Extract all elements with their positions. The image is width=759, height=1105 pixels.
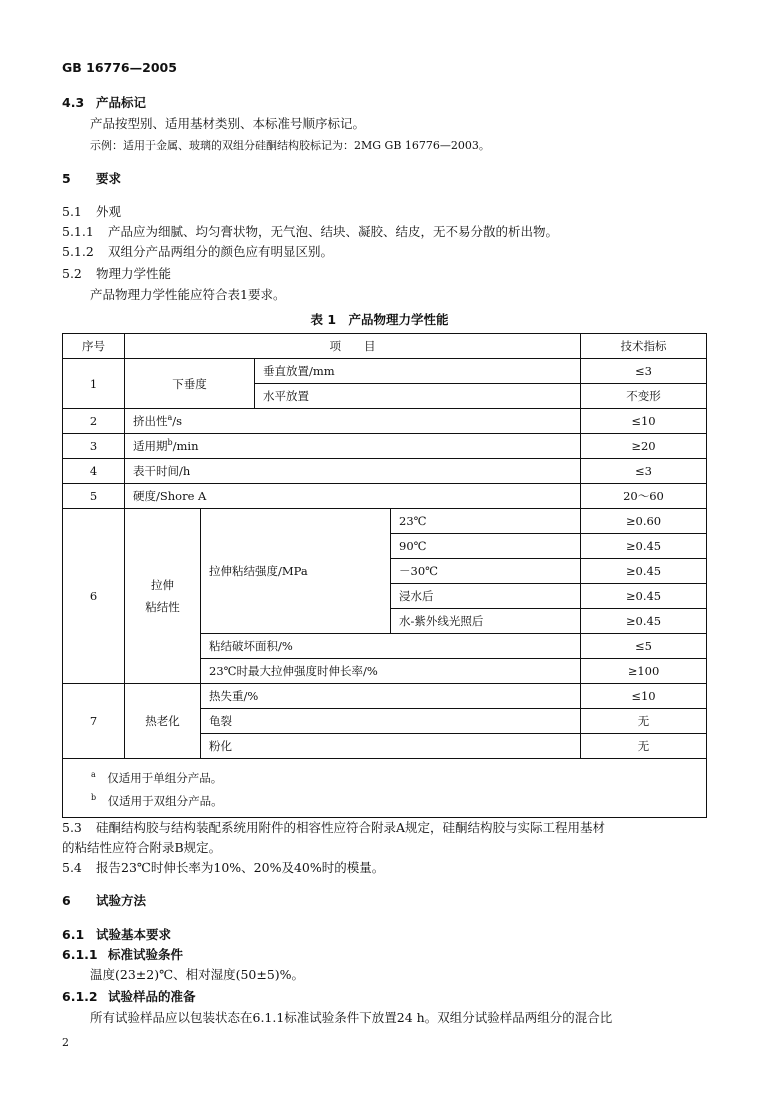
table-row xyxy=(63,434,707,459)
cell: 龟裂 xyxy=(201,709,581,734)
section-5-1-1: 5.1.1 产品应为细腻、均匀膏状物，无气泡、结块、凝胶、结皮，无不易分散的析出物。 xyxy=(62,224,559,239)
section-5: 5 要求 xyxy=(62,171,122,186)
cell: 23℃时最大拉伸强度时伸长率/% xyxy=(201,659,581,684)
section-5-1-2: 5.1.2 双组分产品两组分的颜色应有明显区别。 xyxy=(62,244,334,259)
section-5-4: 5.4 报告23℃时伸长率为10%、20%及40%时的模量。 xyxy=(62,860,385,875)
cell: 适用期$^b$/min xyxy=(125,434,581,459)
section-5-3: 5.3 硅酮结构胶与结构装配系统用附件的相容性应符合附录A规定，硅酮结构胶与实际工程用基材 xyxy=(62,820,606,835)
cell: 4 xyxy=(63,459,125,484)
cell: 浸水后 xyxy=(391,584,581,609)
section-5-2: 5.2 物理力学性能 xyxy=(62,266,172,281)
cell: 2 xyxy=(63,409,125,434)
cell: 表干时间/h xyxy=(125,459,581,484)
cell: 粉化 xyxy=(201,734,581,759)
cell: 1 xyxy=(63,359,125,409)
properties-table xyxy=(62,333,707,818)
cell: 粘结破坏面积/% xyxy=(201,634,581,659)
footnote: $^b$ 仅适用于双组分产品。 xyxy=(91,792,223,808)
section-6-1-1: 6.1.1 标准试验条件 xyxy=(62,947,184,962)
cell: ≤10 xyxy=(581,409,707,434)
cell: 水平放置 xyxy=(255,384,581,409)
cell: －30℃ xyxy=(391,559,581,584)
footnote-cell xyxy=(63,759,707,818)
cell: 不变形 xyxy=(581,384,707,409)
table-row xyxy=(63,409,707,434)
cell: 无 xyxy=(581,709,707,734)
paragraph: 所有试验样品应以包装状态在6.1.1标准试验条件下放置24 h。双组分试验样品两组分的混合比 xyxy=(90,1010,613,1025)
cell: ≤10 xyxy=(581,684,707,709)
cell: 5 xyxy=(63,484,125,509)
paragraph: 温度(23±2)℃、相对湿度(50±5)%。 xyxy=(90,967,305,982)
table-row xyxy=(63,484,707,509)
section-6: 6 试验方法 xyxy=(62,893,147,908)
footnote: $^a$ 仅适用于单组分产品。 xyxy=(91,770,223,785)
cell: 20～60 xyxy=(581,484,707,509)
paragraph: 产品按型别、适用基材类别、本标准号顺序标记。 xyxy=(90,116,366,131)
section-4-3: 4.3 产品标记 xyxy=(62,95,147,110)
cell: 垂直放置/mm xyxy=(255,359,581,384)
cell: 3 xyxy=(63,434,125,459)
cell: ≥0.45 xyxy=(581,584,707,609)
table-row xyxy=(63,359,707,384)
cell: 拉伸 粘结性 xyxy=(125,509,201,684)
cell: 硬度/Shore A xyxy=(125,484,581,509)
cell: ≥0.60 xyxy=(581,509,707,534)
table-row xyxy=(63,684,707,709)
cell: ≤5 xyxy=(581,634,707,659)
cell: 水-紫外线光照后 xyxy=(391,609,581,634)
header-cell: 项 目 xyxy=(125,334,581,359)
page-number: 2 xyxy=(62,1036,69,1049)
cell: ≥100 xyxy=(581,659,707,684)
section-6-1-2: 6.1.2 试验样品的准备 xyxy=(62,989,196,1004)
cell: 挤出性$^a$/s xyxy=(125,409,581,434)
paragraph: 的粘结性应符合附录B规定。 xyxy=(62,840,222,855)
cell: 无 xyxy=(581,734,707,759)
example: 示例：适用于金属、玻璃的双组分硅酮结构胶标记为：2MG GB 16776—2003。 xyxy=(90,139,490,152)
cell: ≥20 xyxy=(581,434,707,459)
standard-header: GB 16776—2005 xyxy=(62,60,177,75)
cell: 热老化 xyxy=(125,684,201,759)
header-cell: 技术指标 xyxy=(581,334,707,359)
cell: 下垂度 xyxy=(125,359,255,409)
cell: ≥0.45 xyxy=(581,609,707,634)
table-row xyxy=(63,509,707,534)
cell: 90℃ xyxy=(391,534,581,559)
section-6-1: 6.1 试验基本要求 xyxy=(62,927,172,942)
table-caption: 表 1 产品物理力学性能 xyxy=(310,312,449,327)
table-footnotes xyxy=(63,759,707,818)
paragraph: 产品物理力学性能应符合表1要求。 xyxy=(90,287,286,302)
cell: 7 xyxy=(63,684,125,759)
cell: ≥0.45 xyxy=(581,559,707,584)
cell: 热失重/% xyxy=(201,684,581,709)
table-header-row xyxy=(63,334,707,359)
cell: ≤3 xyxy=(581,359,707,384)
cell: ≥0.45 xyxy=(581,534,707,559)
header-cell: 序号 xyxy=(63,334,125,359)
table-row xyxy=(63,459,707,484)
section-5-1: 5.1 外观 xyxy=(62,204,122,219)
cell: 23℃ xyxy=(391,509,581,534)
cell: 6 xyxy=(63,509,125,684)
cell: ≤3 xyxy=(581,459,707,484)
cell: 拉伸粘结强度/MPa xyxy=(201,509,391,634)
